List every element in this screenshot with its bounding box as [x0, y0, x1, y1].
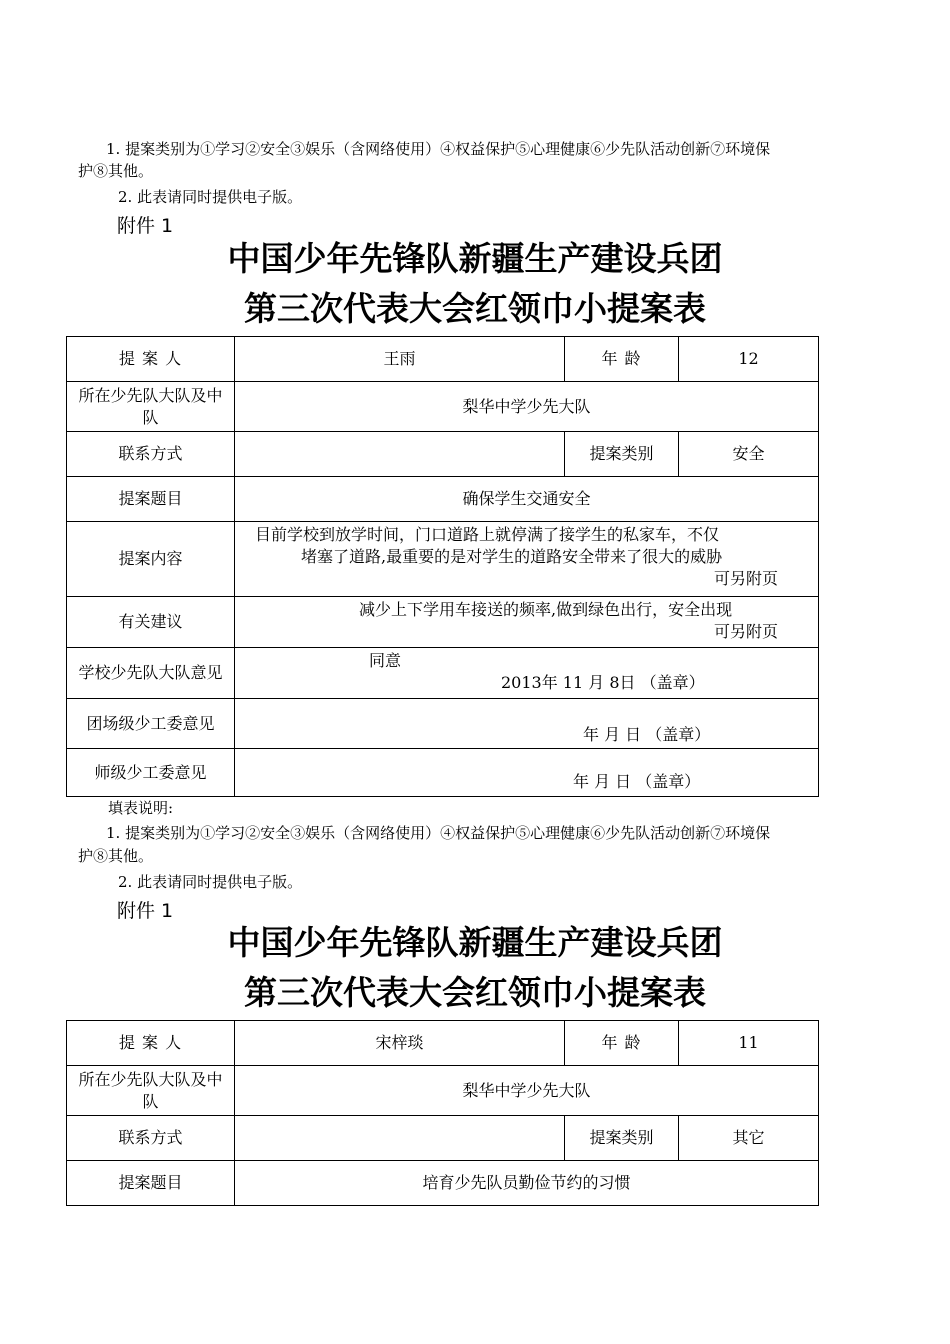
- fill-note-line2: 2. 此表请同时提供电子版。: [118, 873, 303, 891]
- suggestion-attach-note: 可另附页: [713, 622, 778, 641]
- topic-label: 提案题目: [67, 477, 235, 522]
- team-value: 梨华中学少先大队: [235, 382, 819, 432]
- school-opinion-text: 同意: [369, 651, 402, 670]
- content-value: [235, 522, 819, 597]
- form-title-line2: 第三次代表大会红领巾小提案表: [244, 289, 706, 328]
- age-value: 11: [679, 1021, 819, 1066]
- proposer-value: 王雨: [235, 337, 565, 382]
- form2-title-line1: 中国少年先锋队新疆生产建设兵团: [227, 923, 723, 962]
- age-value: 12: [679, 337, 819, 382]
- contact-label: 联系方式: [67, 432, 235, 477]
- fill-note-line1: 1. 提案类别为①学习②安全③娱乐（含网络使用）④权益保护⑤心理健康⑥少先队活动创新⑦环境保: [106, 824, 771, 842]
- topic-value: 培育少先队员勤俭节约的习惯: [235, 1161, 819, 1206]
- content-line1: 目前学校到放学时间，门口道路上就停满了接学生的私家车，不仅: [255, 525, 720, 544]
- proposal-form-2: [66, 1020, 819, 1206]
- suggestion-line1: 减少上下学用车接送的频率,做到绿色出行，安全出现: [359, 600, 733, 619]
- regiment-opinion-date: 年 月 日 （盖章）: [583, 725, 711, 744]
- school-opinion-value: [235, 648, 819, 699]
- age-label: 年 龄: [565, 337, 679, 382]
- topic-label: 提案题目: [67, 1161, 235, 1206]
- division-opinion-date: 年 月 日 （盖章）: [573, 772, 701, 791]
- division-opinion-label: 师级少工委意见: [67, 749, 235, 797]
- suggestion-value: [235, 597, 819, 648]
- category-label: 提案类别: [565, 1116, 679, 1161]
- proposal-form-1: [66, 336, 819, 797]
- category-label: 提案类别: [565, 432, 679, 477]
- division-opinion-value: [235, 749, 819, 797]
- content-line2: 堵塞了道路,最重要的是对学生的道路安全带来了很大的威胁: [301, 547, 723, 566]
- school-opinion-date: 2013年 11 月 8日 （盖章）: [501, 673, 705, 692]
- team-label: 所在少先队大队及中队: [67, 1066, 235, 1116]
- contact-value: [235, 432, 565, 477]
- annex-label: 附件 1: [117, 215, 174, 237]
- category-value: 安全: [679, 432, 819, 477]
- fill-notes-heading: 填表说明:: [108, 799, 174, 817]
- topic-value: 确保学生交通安全: [235, 477, 819, 522]
- proposer-value: 宋梓琰: [235, 1021, 565, 1066]
- annex-label-2: 附件 1: [117, 900, 174, 922]
- form2-title-line2: 第三次代表大会红领巾小提案表: [244, 973, 706, 1012]
- electronic-note: 2. 此表请同时提供电子版。: [118, 188, 303, 206]
- team-label: 所在少先队大队及中队: [67, 382, 235, 432]
- suggestion-label: 有关建议: [67, 597, 235, 648]
- regiment-opinion-value: [235, 699, 819, 749]
- content-attach-note: 可另附页: [713, 569, 778, 588]
- proposer-label: 提 案 人: [67, 1021, 235, 1066]
- category-value: 其它: [679, 1116, 819, 1161]
- school-opinion-label: 学校少先队大队意见: [67, 648, 235, 699]
- form-title-line1: 中国少年先锋队新疆生产建设兵团: [227, 239, 723, 278]
- proposer-label: 提 案 人: [67, 337, 235, 382]
- contact-value: [235, 1116, 565, 1161]
- age-label: 年 龄: [565, 1021, 679, 1066]
- fill-note-line1-cont: 护⑧其他。: [78, 847, 154, 865]
- category-note-line1: 1. 提案类别为①学习②安全③娱乐（含网络使用）④权益保护⑤心理健康⑥少先队活动创新⑦环境保: [106, 140, 771, 158]
- contact-label: 联系方式: [67, 1116, 235, 1161]
- regiment-opinion-label: 团场级少工委意见: [67, 699, 235, 749]
- category-note-line1-cont: 护⑧其他。: [78, 162, 154, 180]
- content-label: 提案内容: [67, 522, 235, 597]
- team-value: 梨华中学少先大队: [235, 1066, 819, 1116]
